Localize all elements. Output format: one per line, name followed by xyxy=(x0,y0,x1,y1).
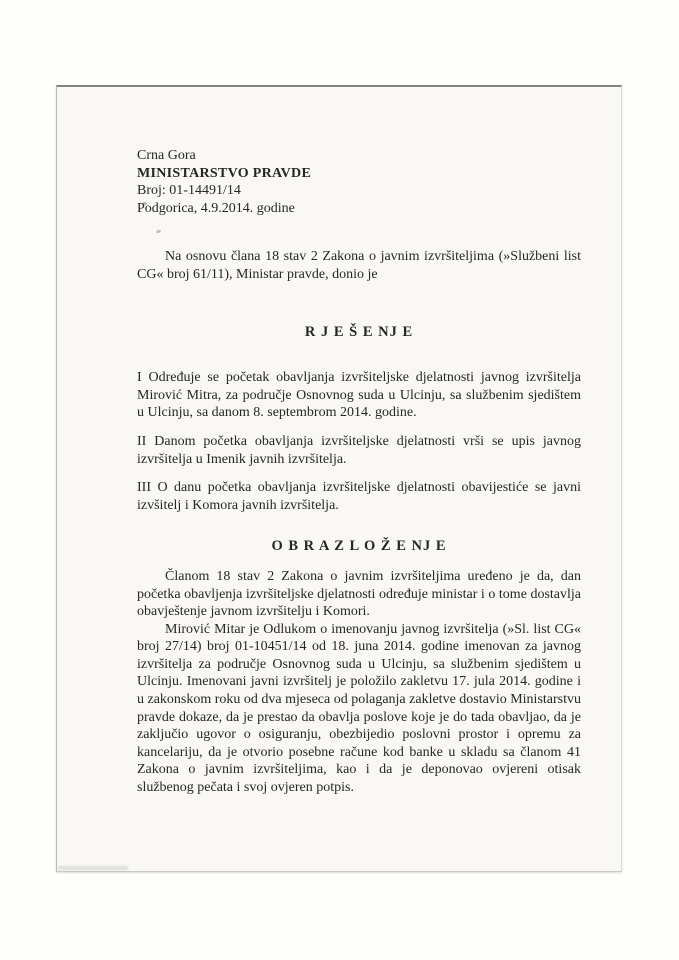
decision-item-3: III O danu početka obavljanja izvršiteljske djelatnosti obavijestiće se javni izvšitelj i Komora javnih izvršitelja. xyxy=(137,480,581,513)
explanation-paragraph-1: Članom 18 stav 2 Zakona o javnim izvršiteljima uređeno je da, dan početka obavljenja izvršiteljske djelatnosti određuje ministar i o tome dostavlja obavještenje javnom izvršitelju i Komori. xyxy=(137,568,581,620)
explanation-paragraph-2: Mirović Mitar je Odlukom o imenovanju javnog izvršitelja (»Sl. list CG« broj 27/14) broj 01-10451/14 od 18. juna 2014. godine imenovan za javnog izvršitelja za područje Osnovnog suda u Ulcinju, sa službenim sjedištem u Ulcinju. Imenovani javni izvršitelj je položilo zakletvu 17. jula 2014. godine i u zakonskom roku od dva mjeseca od polaganja zakletve dostavio Ministarstvu pravde dokaze, da je prestao da obavlja poslove koje je do tada obavljao, da je zaključio ugovor o osiguranju, obezbijedio poslovni prostor i opremu za kancelariju, da je otvorio posebne račune kod banke u skladu sa članom 41 Zakona o javnim izvršiteljima, kao i da je deponovao ovjereni otisak službenog pečata i svoj ovjeren potpis. xyxy=(137,621,582,796)
decision-item-1: I Određuje se početak obavljanja izvršiteljske djelatnosti javnog izvršitelja Mirović Mitra, za područje Osnovnog suda u Ulcinju, sa službenim sjedištem u Ulcinju, sa danom 8. septembrom 2014. godine. xyxy=(137,370,581,421)
document-content xyxy=(137,147,581,797)
explanation-title: O B R A Z L O Ž E NJ E xyxy=(271,538,447,555)
header-ministry: MINISTARSTVO PRAVDE xyxy=(137,165,312,181)
intro-paragraph: Na osnovu člana 18 stav 2 Zakona o javnim izvršiteljima (»Službeni list CG« broj 61/11), Ministar pravde, donio je xyxy=(137,249,581,282)
document-page xyxy=(56,85,622,872)
header-country: Crna Gora xyxy=(137,148,196,163)
header-place-date: Podgorica, 4.9.2014. godine xyxy=(137,200,295,216)
scan-smudge xyxy=(58,866,128,870)
header-case-number: Broj: 01-14491/14 xyxy=(137,183,241,199)
decision-title: R J E Š E NJ E xyxy=(304,323,414,340)
decision-item-2: II Danom početka obavljanja izvršiteljske djelatnosti vrši se upis javnog izvršitelja u Imenik javnih izvršitelja. xyxy=(137,433,581,467)
letterhead xyxy=(137,147,581,217)
